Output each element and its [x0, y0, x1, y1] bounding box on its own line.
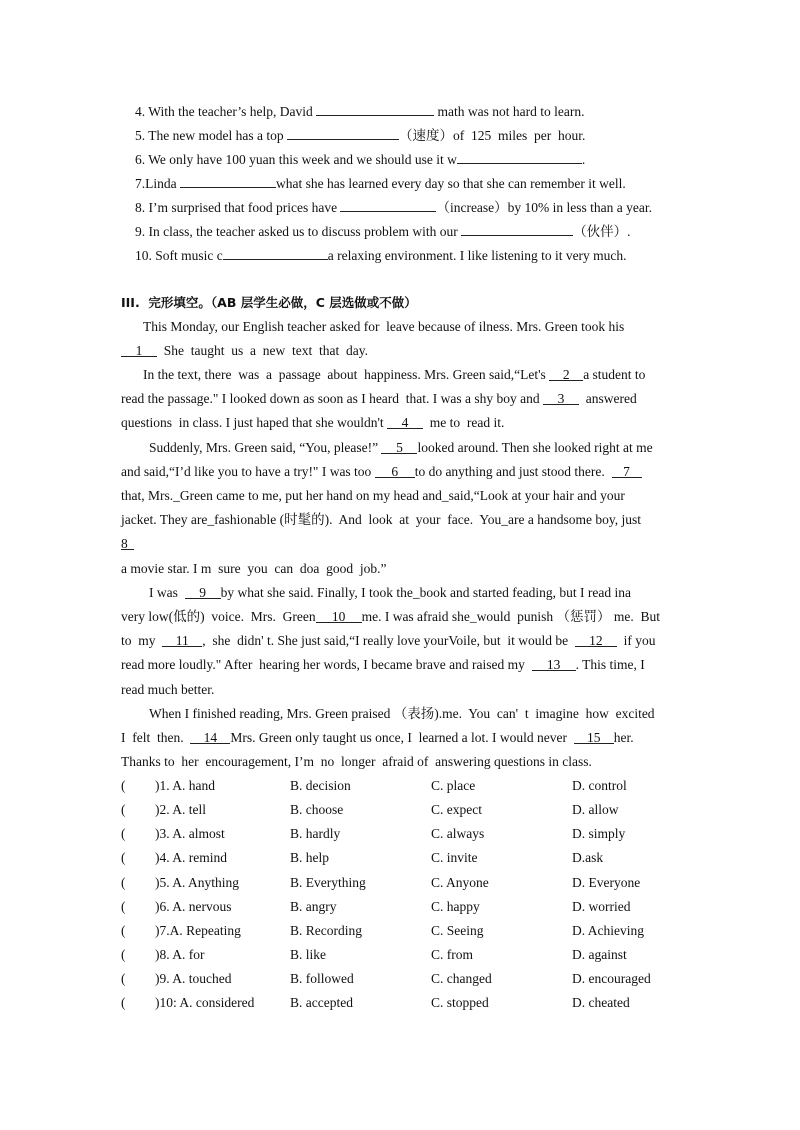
- passage-text: She taught us a new text that day.: [157, 343, 368, 358]
- option-b: B. hardly: [290, 826, 341, 841]
- answer-bracket[interactable]: (: [121, 875, 126, 890]
- passage-line-5: [121, 414, 504, 431]
- cloze-blank-13[interactable]: 13: [532, 656, 576, 671]
- option-row: [0, 849, 800, 867]
- option-c: C. changed: [431, 971, 492, 986]
- passage-line-1: This Monday, our English teacher asked for leave because of ilness. Mrs. Green took his: [143, 319, 625, 334]
- option-d: D. encouraged: [572, 971, 651, 986]
- passage-line-8: that, Mrs._Green came to me, put her hand on my head and_said,“Look at your hair and your: [121, 488, 625, 503]
- option-b: B. followed: [290, 971, 354, 986]
- passage-text: read more loudly." After hearing her words, I became brave and raised my: [121, 657, 532, 672]
- cloze-blank-14[interactable]: 14: [190, 729, 230, 744]
- answer-bracket[interactable]: (: [121, 802, 126, 817]
- item-text: 4. With the teacher’s help, David: [135, 104, 317, 119]
- answer-bracket[interactable]: (: [121, 923, 126, 938]
- item-text: 7.Linda: [135, 176, 180, 191]
- passage-text: her.: [613, 730, 634, 745]
- option-d: D. allow: [572, 802, 619, 817]
- option-row: [0, 825, 800, 843]
- option-a: )9. A. touched: [155, 971, 232, 986]
- option-a: )7.A. Repeating: [155, 923, 241, 938]
- cloze-blank-15[interactable]: 15: [574, 729, 614, 744]
- passage-text: . This time, I: [575, 657, 645, 672]
- cloze-blank-1[interactable]: 1: [121, 342, 157, 357]
- passage-text: looked around. Then she looked right at me: [417, 440, 653, 455]
- option-c: C. stopped: [431, 995, 489, 1010]
- option-row: [0, 994, 800, 1012]
- option-row: [0, 777, 800, 795]
- option-row: [0, 874, 800, 892]
- passage-line-7: [121, 463, 642, 480]
- option-d: D. against: [572, 947, 627, 962]
- option-row: [0, 898, 800, 916]
- passage-text: by what she said. Finally, I took the_book and started feading, but I read ina: [220, 585, 632, 600]
- option-d: D. Everyone: [572, 875, 641, 890]
- item-text: math was not hard to learn.: [434, 104, 585, 119]
- cloze-blank-12[interactable]: 12: [575, 632, 617, 647]
- option-c: C. expect: [431, 802, 482, 817]
- passage-text: In the text, there was a passage about happiness. Mrs. Green said,“Let's: [143, 367, 550, 382]
- option-c: C. Anyone: [431, 875, 489, 890]
- passage-text: I felt then.: [121, 730, 191, 745]
- answer-bracket[interactable]: (: [121, 899, 126, 914]
- option-row: [0, 970, 800, 988]
- passage-text: to do anything and just stood there.: [414, 464, 612, 479]
- option-d: D. control: [572, 778, 627, 793]
- option-b: B. Everything: [290, 875, 366, 890]
- cloze-blank-8[interactable]: 8: [121, 535, 134, 550]
- item-text: 5. The new model has a top: [135, 128, 287, 143]
- option-c: C. from: [431, 947, 473, 962]
- passage-text: me to read it.: [423, 415, 505, 430]
- passage-line-17: When I finished reading, Mrs. Green praised （表扬).me. You can' t imagine how excited: [149, 706, 655, 721]
- option-c: C. always: [431, 826, 485, 841]
- option-b: B. choose: [290, 802, 344, 817]
- passage-text: if you: [616, 633, 656, 648]
- answer-bracket[interactable]: (: [121, 947, 126, 962]
- passage-line-4: [121, 390, 637, 407]
- cloze-blank-11[interactable]: 11: [162, 632, 202, 647]
- item-text: （伙伴）.: [573, 224, 631, 239]
- section-heading: III. 完形填空。（AB 层学生必做，C 层选做或不做）: [121, 295, 417, 310]
- passage-line-3: [143, 366, 645, 383]
- passage-line-13: [121, 608, 660, 625]
- item-text: 10. Soft music c: [135, 248, 223, 263]
- cloze-blank-7[interactable]: 7: [612, 463, 642, 478]
- option-b: B. help: [290, 850, 329, 865]
- answer-blank[interactable]: [461, 221, 573, 236]
- fill-in-item-7: [135, 173, 626, 192]
- answer-bracket[interactable]: (: [121, 826, 126, 841]
- cloze-blank-6[interactable]: 6: [375, 463, 415, 478]
- passage-text: a student to: [583, 367, 646, 382]
- option-row: [0, 801, 800, 819]
- passage-text: Mrs. Green only taught us once, I learned a lot. I would never: [230, 730, 574, 745]
- answer-blank[interactable]: [316, 101, 434, 116]
- option-c: C. Seeing: [431, 923, 484, 938]
- option-b: B. Recording: [290, 923, 362, 938]
- passage-line-15: [121, 656, 645, 673]
- passage-text: very low(低的) voice. Mrs. Green: [121, 609, 316, 624]
- option-b: B. accepted: [290, 995, 353, 1010]
- answer-blank[interactable]: [340, 197, 436, 212]
- passage-text: Suddenly, Mrs. Green said, “You, please!”: [149, 440, 382, 455]
- item-text: a relaxing environment. I like listening to it very much.: [327, 248, 627, 263]
- item-text: 8. I’m surprised that food prices have: [135, 200, 341, 215]
- option-a: )1. A. hand: [155, 778, 215, 793]
- option-a: )6. A. nervous: [155, 899, 232, 914]
- passage-text: , she didn' t. She just said,“I really love yourVoile, but it would be: [202, 633, 575, 648]
- item-text: .: [581, 152, 586, 167]
- option-d: D. simply: [572, 826, 626, 841]
- option-a: )10: A. considered: [155, 995, 255, 1010]
- option-b: B. angry: [290, 899, 337, 914]
- fill-in-item-4: [135, 101, 585, 120]
- passage-text: I was: [149, 585, 185, 600]
- option-a: )8. A. for: [155, 947, 205, 962]
- option-d: D. cheated: [572, 995, 630, 1010]
- passage-text: and said,“I’d like you to have a try!" I was too: [121, 464, 375, 479]
- answer-bracket[interactable]: (: [121, 850, 126, 865]
- item-text: 9. In class, the teacher asked us to discuss problem with our: [135, 224, 462, 239]
- fill-in-item-9: [135, 221, 631, 240]
- item-text: （increase）by 10% in less than a year.: [436, 200, 653, 215]
- passage-line-12: [149, 584, 631, 601]
- fill-in-item-5: [135, 125, 585, 144]
- passage-line-14: [121, 632, 656, 649]
- passage-line-16: read much better.: [121, 682, 215, 697]
- passage-text: questions in class. I just haped that she wouldn't: [121, 415, 388, 430]
- option-a: )3. A. almost: [155, 826, 225, 841]
- option-b: B. like: [290, 947, 326, 962]
- answer-blank[interactable]: [180, 173, 276, 188]
- option-row: [0, 922, 800, 940]
- passage-line-19: Thanks to her encouragement, I’m no longer afraid of answering questions in class.: [121, 754, 592, 769]
- option-a: )4. A. remind: [155, 850, 227, 865]
- answer-blank[interactable]: [287, 125, 399, 140]
- option-d: D.ask: [572, 850, 604, 865]
- passage-text: to my: [121, 633, 163, 648]
- option-b: B. decision: [290, 778, 351, 793]
- fill-in-item-6: [135, 149, 585, 168]
- answer-bracket[interactable]: (: [121, 995, 126, 1010]
- passage-text: answered: [579, 391, 637, 406]
- answer-blank[interactable]: [457, 149, 582, 164]
- option-c: C. happy: [431, 899, 480, 914]
- fill-in-item-10: [135, 245, 627, 264]
- option-a: )5. A. Anything: [155, 875, 240, 890]
- cloze-blank-10[interactable]: 10: [316, 608, 362, 623]
- passage-line-9: jacket. They are_fashionable (时髦的). And look at your face. You_are a handsome boy, just: [121, 512, 641, 527]
- option-d: D. worried: [572, 899, 631, 914]
- passage-line-10: [121, 535, 134, 552]
- cloze-blank-2[interactable]: 2: [549, 366, 583, 381]
- answer-bracket[interactable]: (: [121, 971, 126, 986]
- cloze-blank-4[interactable]: 4: [387, 414, 423, 429]
- answer-bracket[interactable]: (: [121, 778, 126, 793]
- option-a: )2. A. tell: [155, 802, 206, 817]
- option-c: C. invite: [431, 850, 478, 865]
- answer-blank[interactable]: [223, 245, 328, 260]
- fill-in-item-8: [135, 197, 652, 216]
- passage-line-11: a movie star. I m sure you can doa good job.”: [121, 561, 387, 576]
- item-text: 6. We only have 100 yuan this week and we should use it w: [135, 152, 457, 167]
- passage-line-18: [121, 729, 634, 746]
- option-d: D. Achieving: [572, 923, 644, 938]
- cloze-blank-3[interactable]: 3: [543, 390, 579, 405]
- option-c: C. place: [431, 778, 476, 793]
- passage-line-6: [149, 439, 653, 456]
- passage-text: read the passage." I looked down as soon as I heard that. I was a shy boy and: [121, 391, 544, 406]
- cloze-blank-9[interactable]: 9: [185, 584, 221, 599]
- passage-text: me. I was afraid she_would punish （惩罚） me. But: [361, 609, 661, 624]
- item-text: what she has learned every day so that she can remember it well.: [276, 176, 626, 191]
- passage-line-2: [121, 342, 368, 359]
- cloze-blank-5[interactable]: 5: [381, 439, 417, 454]
- option-row: [0, 946, 800, 964]
- item-text: （速度）of 125 miles per hour.: [398, 128, 586, 143]
